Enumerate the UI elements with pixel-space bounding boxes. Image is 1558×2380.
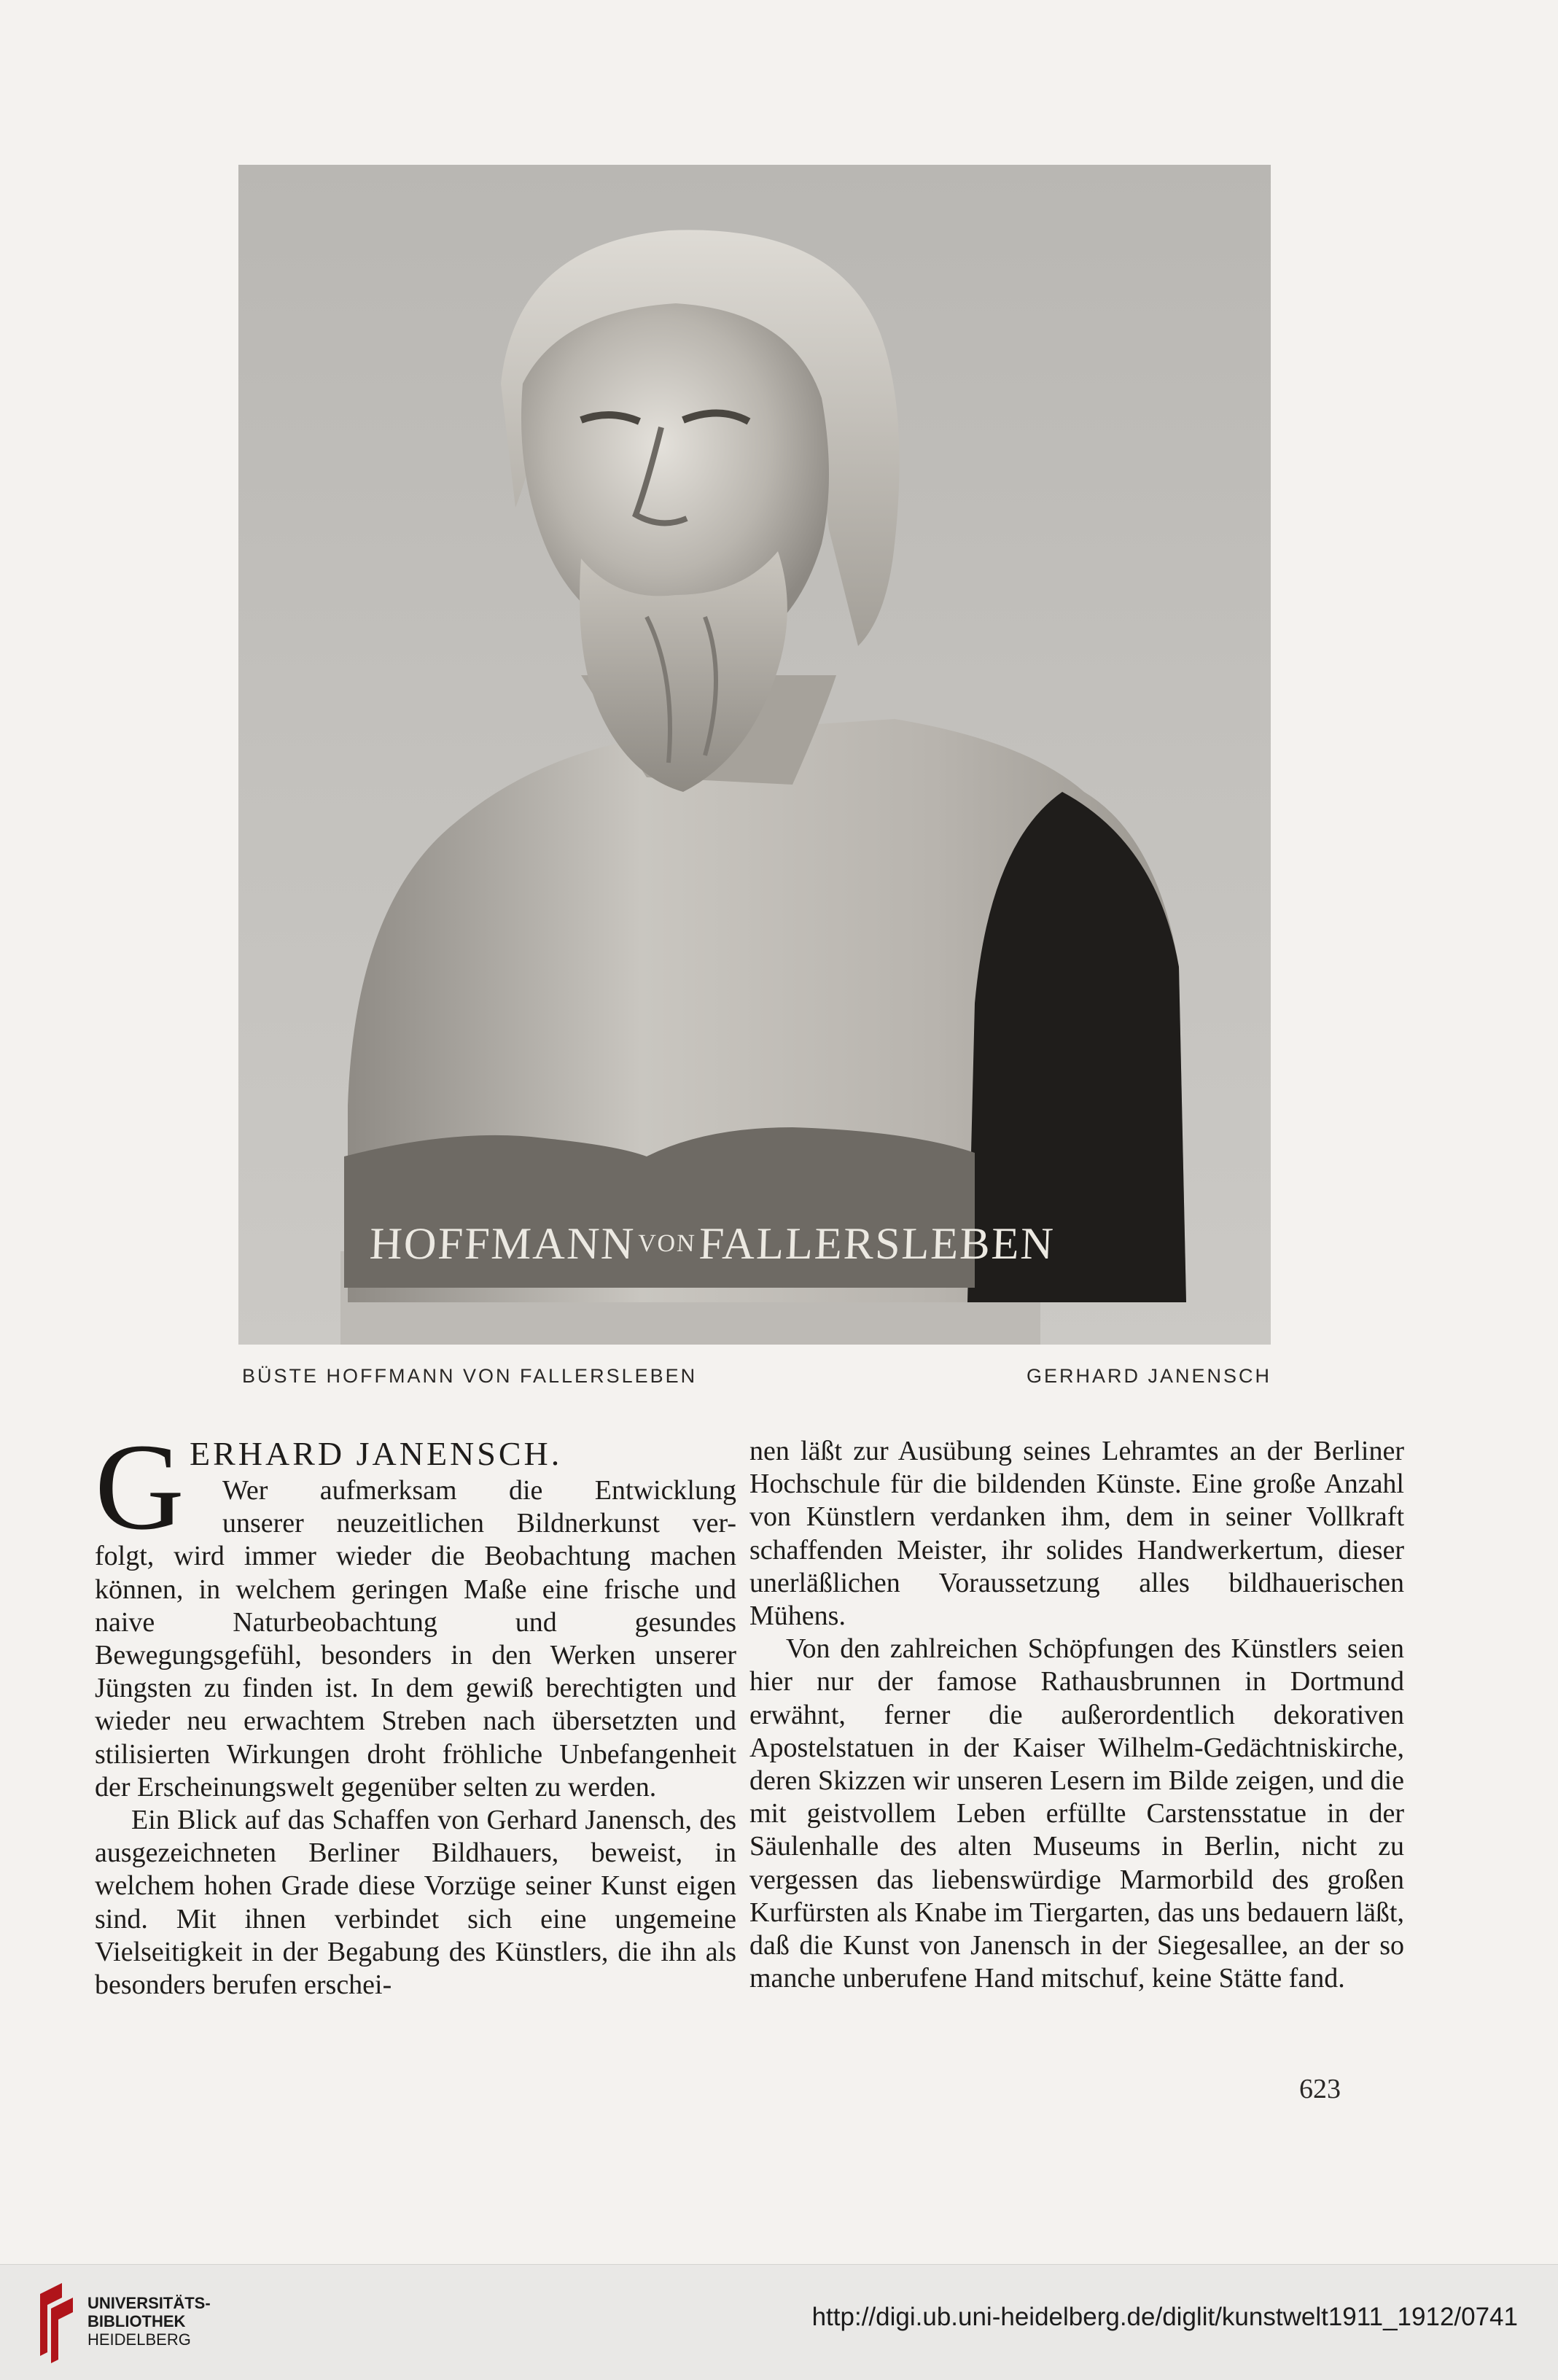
text-column-left [95, 1418, 736, 2002]
article-heading [95, 1418, 736, 1555]
photo-caption-title: BÜSTE HOFFMANN VON FALLERSLEBEN [242, 1365, 698, 1387]
page-number: 623 [1299, 2074, 1341, 2104]
library-name [87, 2294, 211, 2349]
drop-cap: G [95, 1418, 184, 1555]
digital-copy-url[interactable]: http://digi.ub.uni-heidelberg.de/diglit/kunstwelt1911_1912/0741 [811, 2303, 1518, 2331]
paragraph-2: Ein Blick auf das Schaffen von Gerhard Janensch, des ausgezeichneten Berliner Bildhauers, beweist, in welchem hohen Grade diese Vorzüge seiner Kunst eigen sind. Mit ihnen verbindet sich eine ungemeine Vielseitigkeit in der Begabung des Künstlers, die ihn als besonders berufen erschei- [95, 1805, 736, 2001]
bust-photograph [238, 165, 1271, 1345]
inscription-von: VON [637, 1230, 697, 1257]
inscription-name: HOFFMANN [368, 1218, 636, 1269]
lead-line-1: Wer aufmerksam die Entwicklung [222, 1475, 736, 1506]
photo-caption-artist: GERHARD JANENSCH [1027, 1365, 1272, 1387]
bust-inscription [346, 1200, 1056, 1288]
text-column-right [749, 1435, 1404, 1995]
university-library-logo-icon [29, 2279, 87, 2367]
library-name-line2: BIBLIOTHEK [87, 2312, 186, 2330]
paragraph-3: nen läßt zur Ausübung seines Lehramtes an der Berliner Hochschule für die bildenden Künste. Eine große Anzahl von Künstlern verdanken ihm, dem in seiner Vollkraft schaffenden Meister, ihr solides Handwerkertum, dieser unerläßlichen Voraussetzung alles bildhauerischen Mühens. [749, 1436, 1404, 1632]
inscription-place: FALLERSLEBEN [698, 1218, 1056, 1269]
library-name-line3: HEIDELBERG [87, 2330, 191, 2349]
paragraph-4: Von den zahlreichen Schöpfungen des Künstlers seien hier nur der famose Rathausbrunnen in Dortmund erwähnt, ferner die außerordentlich dekorativen Apostelstatuen in der Kaiser Wilhelm-Gedächtniskirche, deren Skizzen wir unseren Lesern im Bilde zeigen, und die mit geistvollem Leben erfüllte Carstensstatue in der Säulenhalle des alten Museums in Berlin, nicht zu vergessen das liebenswürdige Marmorbild des großen Kurfürsten als Knabe im Tiergarten, das uns bedauern läßt, daß die Kunst von Janensch in der Siegesallee, an der so manche unberufene Hand mitschuf, keine Stätte fand. [749, 1633, 1404, 1994]
footer-bar [0, 2264, 1558, 2380]
paragraph-1: folgt, wird immer wieder die Beobachtung machen können, in welchem geringen Maße eine frische und naive Naturbeobachtung und gesundes Bewegungsgefühl, besonders in den Werken unserer Jüngsten zu finden ist. In dem gewiß berechtigten und wieder neu erwachtem Streben nach übersetzten und stilisierten Wirkungen droht fröhliche Unbefangenheit der Erscheinungswelt gegenüber selten zu werden. [95, 1541, 736, 1802]
bust-image [238, 165, 1271, 1345]
article-title: ERHARD JANENSCH. [190, 1435, 563, 1472]
library-name-line1: UNIVERSITÄTS- [87, 2294, 211, 2312]
lead-line-2: unserer neuzeitlichen Bildnerkunst ver- [222, 1508, 736, 1539]
